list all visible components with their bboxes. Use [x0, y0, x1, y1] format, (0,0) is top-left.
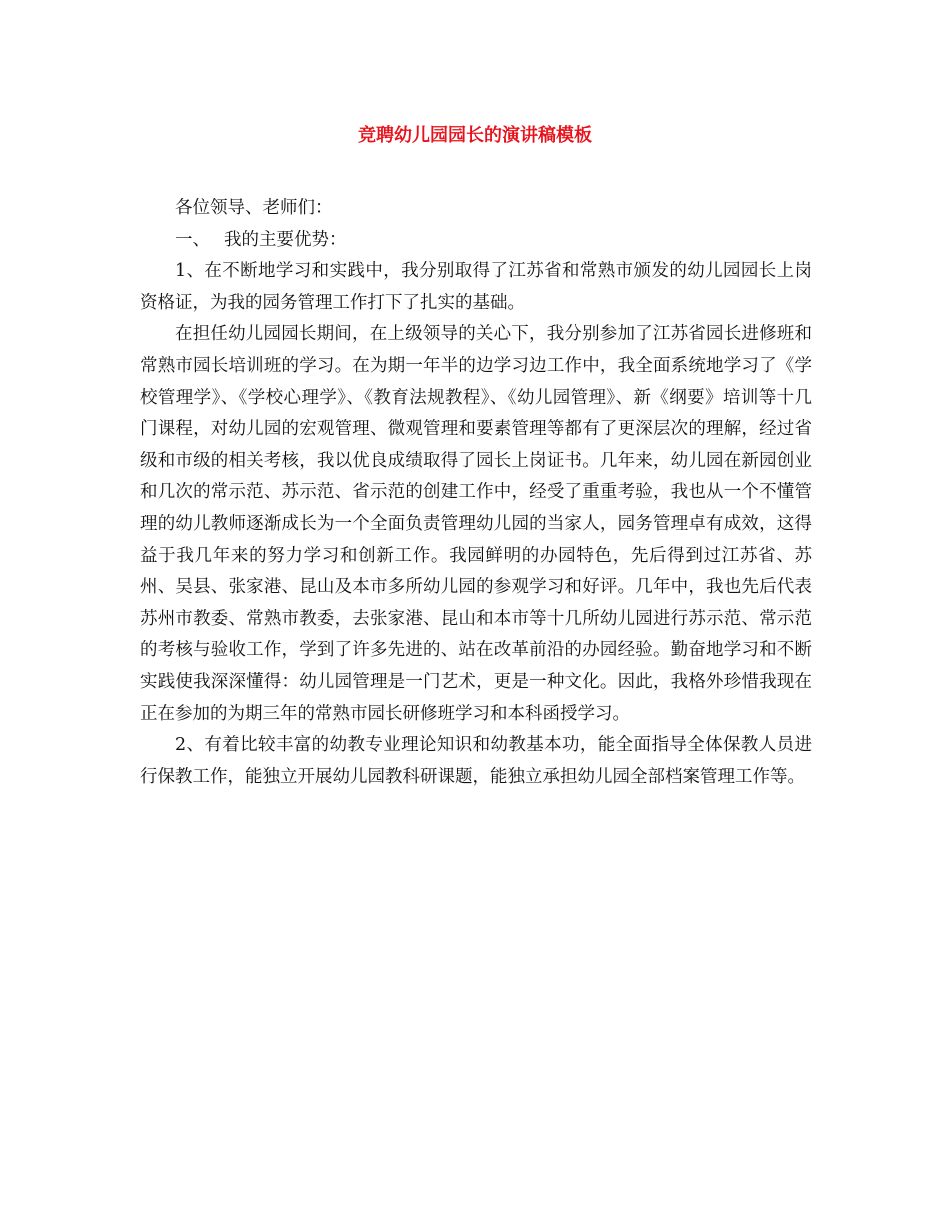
paragraph-1: 1、在不断地学习和实践中，我分别取得了江苏省和常熟市颁发的幼儿园园长上岗资格证，为我的园务管理工作打下了扎实的基础。	[140, 261, 812, 313]
document-body	[140, 193, 812, 793]
section-heading	[140, 225, 812, 257]
paragraph-2: 在担任幼儿园园长期间，在上级领导的关心下，我分别参加了江苏省园长进修班和常熟市园长培训班的学习。在为期一年半的边学习边工作中，我全面系统地学习了《学校管理学》、《学校心理学》、《教育法规教程》、《幼儿园管理》、新《纲要》培训等十几门课程，对幼儿园的宏观管理、微观管理和要素管理等都有了更深层次的理解，经过省级和市级的相关考核，我以优良成绩取得了园长上岗证书。几年来，幼儿园在新园创业和几次的常示范、苏示范、省示范的创建工作中，经受了重重考验，我也从一个不懂管理的幼儿教师逐渐成长为一个全面负责管理幼儿园的当家人，园务管理卓有成效，这得益于我几年来的努力学习和创新工作。我园鲜明的办园特色，先后得到过江苏省、苏州、吴县、张家港、昆山及本市多所幼儿园的参观学习和好评。几年中，我也先后代表苏州市教委、常熟市教委，去张家港、昆山和本市等十几所幼儿园进行苏示范、常示范的考核与验收工作，学到了许多先进的、站在改革前沿的办园经验。勤奋地学习和不断实践使我深深懂得：幼儿园管理是一门艺术，更是一种文化。因此，我格外珍惜我现在正在参加的为期三年的常熟市园长研修班学习和本科函授学习。	[140, 324, 812, 724]
paragraph-3: 2、有着比较丰富的幼教专业理论知识和幼教基本功，能全面指导全体保教人员进行保教工作，能独立开展幼儿园教科研课题，能独立承担幼儿园全部档案管理工作等。	[140, 735, 812, 787]
salutation: 各位领导、老师们：	[175, 198, 333, 218]
document-title: 竞聘幼儿园园长的演讲稿模板	[358, 125, 592, 146]
section-heading-text: 我的主要优势：	[224, 229, 347, 250]
section-number: 一、	[175, 229, 210, 250]
